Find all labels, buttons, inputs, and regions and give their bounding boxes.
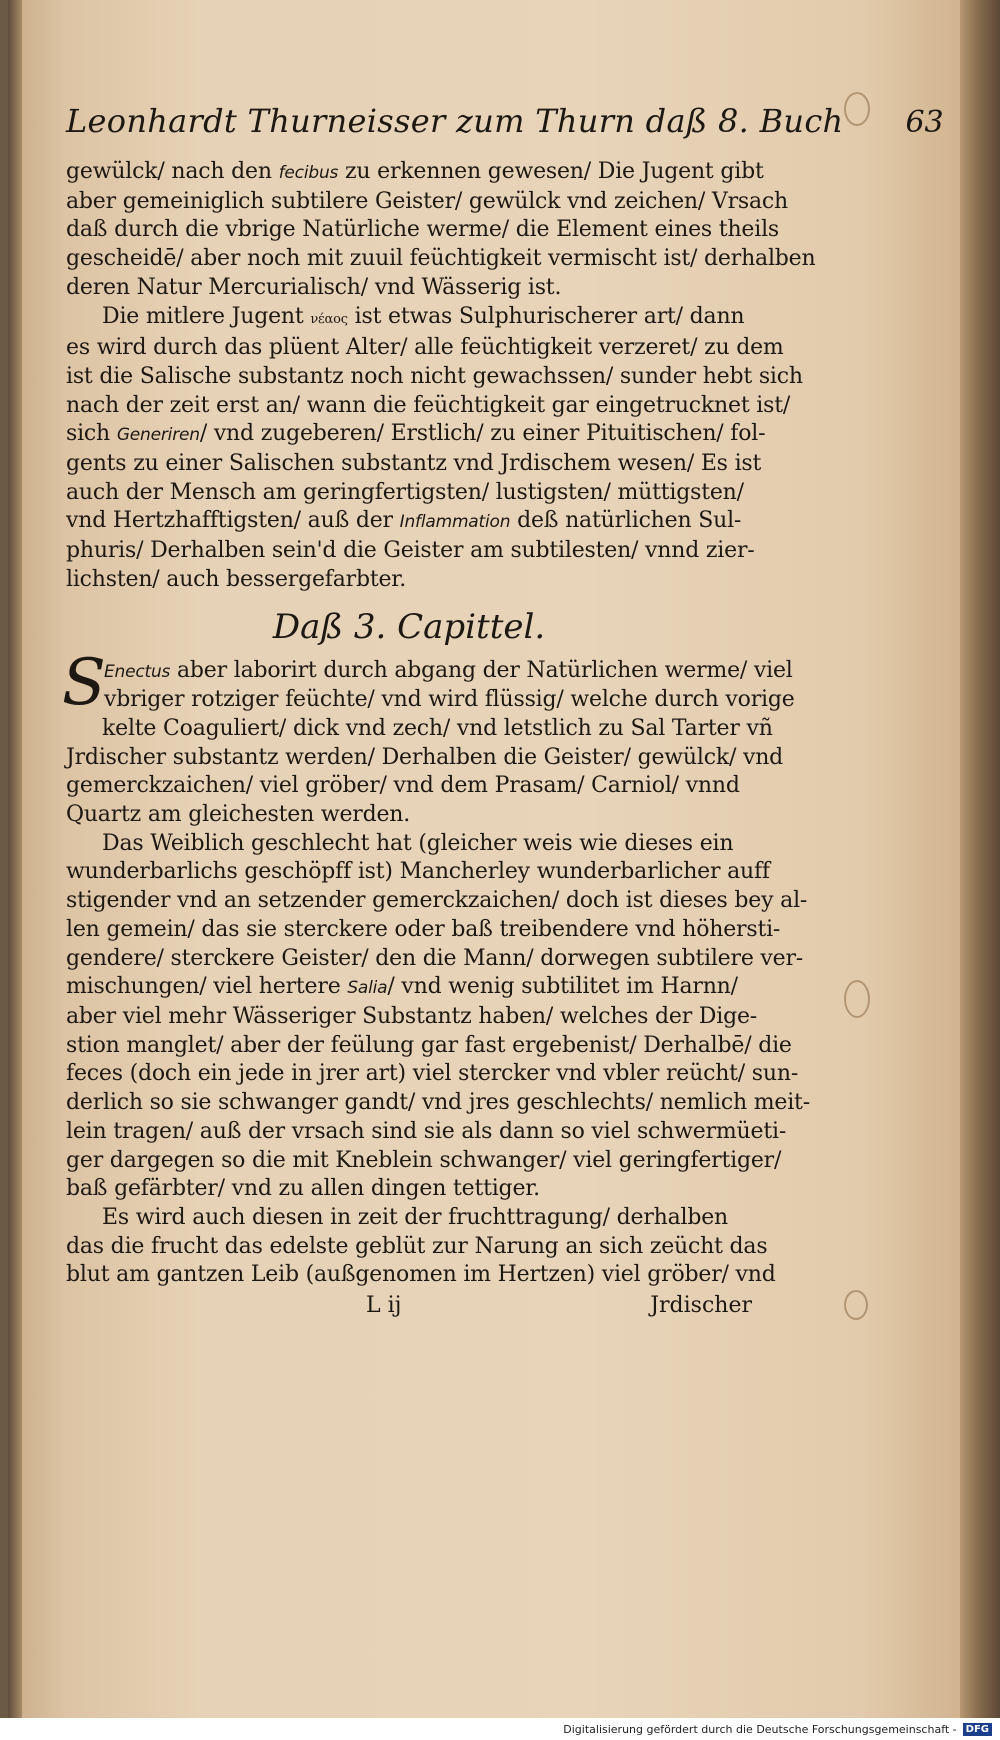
running-head: Leonhardt Thurneisser zum Thurn daß 8. Buch (66, 102, 844, 140)
fore-edge (960, 0, 1000, 1718)
text-span: Das Weiblich geschlecht hat (gleicher weis wie dieses ein (102, 830, 734, 856)
text-line (66, 1060, 799, 1089)
text-line (66, 772, 752, 801)
latin-term: Enectus (104, 661, 171, 682)
latin-term: Generiren (116, 425, 200, 446)
text-span: sich (66, 421, 117, 447)
text-line (66, 1118, 787, 1147)
text-line (66, 1204, 752, 1233)
text-line (66, 887, 808, 916)
text-span: nach der zeit erst an/ wann die feüchtigkeit gar eingetrucknet ist/ (66, 392, 791, 418)
text-line (66, 216, 780, 245)
text-span: aber laborirt durch abgang der Natürlichen werme/ viel (170, 657, 793, 683)
text-span: derlich so sie schwanger gandt/ vnd jres geschlechts/ nemlich meit- (66, 1090, 810, 1116)
chapter-heading: Daß 3. Capittel. (272, 606, 546, 647)
paragraph-3 (66, 657, 795, 830)
signature-mark: L ij (366, 1293, 402, 1319)
text-line (66, 420, 766, 450)
text-line (66, 830, 752, 859)
text-line (66, 686, 795, 715)
text-line (66, 801, 752, 830)
text-line (66, 858, 770, 887)
text-span: mischungen/ viel hertere (66, 974, 348, 1000)
text-span: phuris/ Derhalben sein'd die Geister am subtilesten/ vnnd zier- (66, 538, 755, 564)
text-line (66, 450, 762, 479)
text-span: lein tragen/ auß der vrsach sind sie als dann so viel schwermüeti- (66, 1118, 787, 1144)
text-span: / vnd zugeberen/ Erstlich/ zu einer Pituitischen/ fol- (199, 421, 766, 447)
text-span: vbriger rotziger feüchte/ vnd wird flüssig/ welche durch vorige (104, 687, 795, 713)
text-line (66, 1261, 776, 1290)
text-span: stion manglet/ aber der feülung gar fast ergebenist/ Derhalbē/ die (66, 1032, 792, 1058)
binding-thread-mark (844, 1290, 868, 1320)
greek-term: νέαος (310, 311, 348, 327)
text-line (66, 945, 804, 974)
book-page (8, 0, 976, 1718)
text-span: daß durch die vbrige Natürliche werme/ die Element eines theils (66, 217, 780, 243)
drop-cap: S (62, 645, 106, 720)
text-line (66, 507, 752, 537)
binding-thread-mark (844, 92, 870, 126)
text-span: Die mitlere Jugent (102, 303, 311, 329)
latin-term: fecibus (278, 163, 339, 183)
text-line (66, 158, 764, 188)
page-header (66, 102, 944, 158)
text-span: Jrdischer substantz werden/ Derhalben die Geister/ gewülck/ vnd (66, 744, 784, 770)
text-line (66, 1089, 810, 1118)
text-span: es wird durch das plüent Alter/ alle feüchtigkeit verzeret/ zu dem (66, 335, 784, 361)
text-block (62, 102, 944, 1320)
text-span: vnd Hertzhafftigsten/ auß der (66, 508, 400, 534)
text-line (66, 1233, 768, 1262)
text-span: gents zu einer Salischen substantz vnd Jrdischem wesen/ Es ist (66, 451, 762, 477)
text-span: stigender vnd an setzender gemerckzaichen/ doch ist dieses bey al- (66, 888, 808, 914)
text-span: aber viel mehr Wässeriger Substantz haben/ welches der Dige- (66, 1003, 758, 1029)
text-span: gescheidē/ aber noch mit zuuil feüchtigkeit vermischt ist/ derhalben (66, 246, 816, 272)
text-line (66, 1032, 792, 1061)
text-span: ger dargegen so die mit Kneblein schwanger/ viel geringfertiger/ (66, 1147, 782, 1173)
latin-term: Salia (347, 978, 388, 999)
text-line (66, 392, 791, 421)
text-span: gendere/ sterckere Geister/ den die Mann/ dorwegen subtilere ver- (66, 945, 804, 971)
text-span: ist die Salische substantz noch nicht gewachssen/ sunder hebt sich (66, 363, 803, 389)
text-line (66, 479, 752, 508)
paragraph-5 (66, 1204, 776, 1290)
paragraph-1 (66, 158, 816, 303)
text-span: kelte Coaguliert/ dick vnd zech/ vnd letstlich zu Sal Tarter vñ (102, 715, 773, 741)
text-span: auch der Mensch am geringfertigsten/ lustigsten/ müttigsten/ (66, 479, 744, 505)
text-line (66, 537, 755, 566)
text-span: deß natürlichen Sul- (510, 508, 742, 534)
text-line (66, 1147, 782, 1176)
text-line (66, 274, 752, 303)
text-span: Quartz am gleichesten werden. (66, 802, 411, 828)
text-span: wunderbarlichs geschöpff ist) Mancherley wunderbarlicher auff (66, 859, 770, 885)
text-span: Es wird auch diesen in zeit der fruchttragung/ derhalben (102, 1204, 729, 1230)
page-gutter-shadow (8, 0, 22, 1718)
text-line (66, 566, 752, 595)
latin-term: Inflammation (399, 512, 511, 533)
text-span: aber gemeiniglich subtilere Geister/ gewülck vnd zeichen/ Vrsach (66, 188, 788, 214)
text-span: lichsten/ auch bessergefarbter. (66, 566, 406, 592)
text-span: baß gefärbter/ vnd zu allen dingen tettiger. (66, 1176, 540, 1202)
text-line (66, 334, 784, 363)
binding-thread-mark (844, 980, 870, 1018)
paragraph-2 (66, 303, 803, 595)
text-span: feces (doch ein jede in jrer art) viel stercker vnd vbler reücht/ sun- (66, 1061, 799, 1087)
paragraph-4 (66, 830, 810, 1204)
text-line (66, 363, 803, 392)
text-line (66, 1003, 758, 1032)
text-span: gemerckzaichen/ viel gröber/ vnd dem Prasam/ Carniol/ vnnd (66, 773, 740, 799)
text-line (66, 1175, 752, 1204)
text-span: len gemein/ das sie sterckere oder baß treibendere vnd höhersti- (66, 916, 781, 942)
text-span: zu erkennen gewesen/ Die Jugent gibt (338, 159, 764, 184)
text-span: ist etwas Sulphurischerer art/ dann (347, 303, 745, 329)
paragraph-3-block (62, 645, 795, 830)
text-span: gewülck/ nach den (66, 159, 279, 184)
text-span: blut am gantzen Leib (außgenomen im Hertzen) viel gröber/ vnd (66, 1262, 776, 1288)
text-line (66, 744, 784, 773)
text-line (66, 973, 752, 1003)
text-line (66, 188, 788, 217)
text-span: deren Natur Mercurialisch/ vnd Wässerig ist. (66, 274, 562, 300)
catchword: Jrdischer (650, 1293, 752, 1319)
text-span: / vnd wenig subtilitet im Harnn/ (387, 974, 738, 1000)
page-footer (66, 1292, 752, 1320)
dfg-logo: DFG (963, 1723, 992, 1736)
page-number: 63 (905, 105, 944, 140)
text-line (66, 303, 752, 335)
text-line (66, 245, 816, 274)
text-span: das die frucht das edelste geblüt zur Narung an sich zeücht das (66, 1233, 768, 1259)
digitization-credit: Digitalisierung gefördert durch die Deutsche Forschungsgemeinschaft - (563, 1722, 957, 1736)
text-line (66, 657, 793, 687)
digitization-credit-bar (0, 1718, 1000, 1740)
text-line (66, 916, 781, 945)
text-line (66, 715, 773, 744)
